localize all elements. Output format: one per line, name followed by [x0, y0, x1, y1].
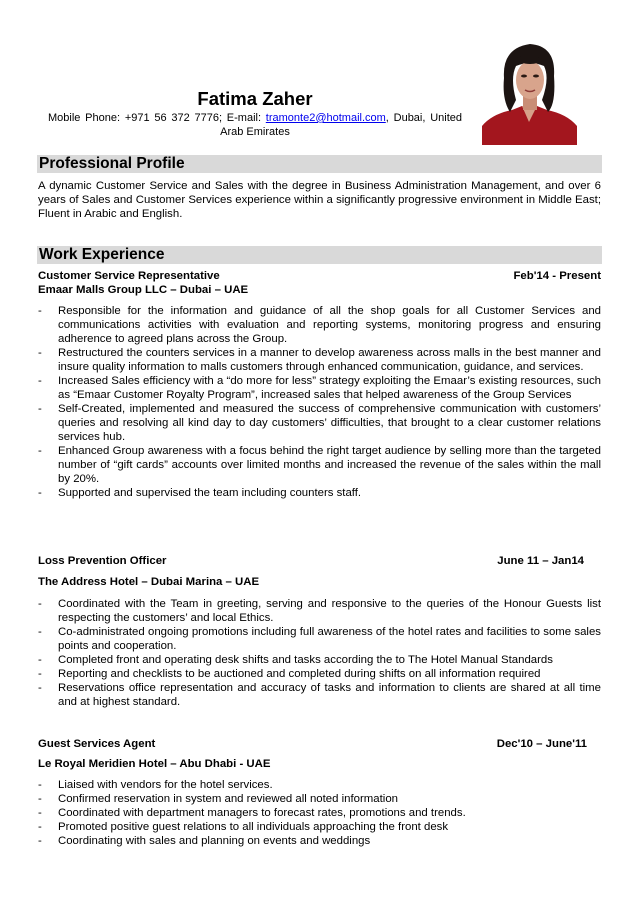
list-item: - Responsible for the information and guidance of all the shop goals for all Customer Services and communications activities with evaluation and reporting systems, monitoring progress and ensuring adherence to agreed plans across the Group.: [38, 304, 601, 346]
job-title-row: [38, 554, 601, 568]
list-item: - Increased Sales efficiency with a “do more for less” strategy exploiting the Emaar’s existing resources, such as “Emaar Customer Royalty Program”, increased sales that helped awareness of the Group Services: [38, 374, 601, 402]
list-item: - Co-administrated ongoing promotions including full awareness of the hotel rates and facilities to some sales points and cooperation.: [38, 625, 601, 653]
list-item: - Coordinating with sales and planning on events and weddings: [38, 834, 601, 848]
list-item: - Coordinated with department managers to forecast rates, promotions and trends.: [38, 806, 601, 820]
contact-prefix: Mobile Phone: +971 56 372 7776; E-mail:: [48, 112, 266, 124]
job-duties-list: [38, 597, 601, 709]
list-item: - Completed front and operating desk shifts and tasks according the to The Hotel Manual Standards: [38, 653, 601, 667]
job-title: Customer Service Representative: [38, 270, 220, 282]
profile-section-heading: Professional Profile: [37, 155, 602, 173]
job-duties-list: [38, 304, 601, 500]
job-employer: The Address Hotel – Dubai Marina – UAE: [38, 576, 260, 588]
job-employer: Emaar Malls Group LLC – Dubai – UAE: [38, 284, 249, 296]
contact-suffix: , Dubai, United Arab Emirates: [220, 112, 462, 138]
work-section-heading: Work Experience: [37, 246, 602, 264]
job-title-row: [38, 737, 601, 751]
list-item: - Supported and supervised the team including counters staff.: [38, 486, 601, 500]
list-item: - Confirmed reservation in system and reviewed all noted information: [38, 792, 601, 806]
profile-summary: A dynamic Customer Service and Sales with the degree in Business Administration Management, and over 6 years of Sales and Customer Services experience within a significantly progressive environment in Middle East; Fluent in Arabic and English.: [38, 180, 601, 220]
list-item: - Restructured the counters services in a manner to develop awareness across malls in the best manner and insure quality information to malls customers through enhanced communication, guidance, and services.: [38, 346, 601, 374]
list-item: - Reservations office representation and accuracy of tasks and information to clients are shared at all time and at highest standard.: [38, 681, 601, 709]
list-item: - Self-Created, implemented and measured the success of comprehensive communication with customers’ queries and resolving all kind day to day customers’ difficulties, that brought to a clear customer relations services hub.: [38, 402, 601, 444]
list-item: - Reporting and checklists to be auctioned and completed during shifts on all information required: [38, 667, 601, 681]
list-item: - Coordinated with the Team in greeting, serving and responsive to the queries of the Honour Guests list respecting the customers’ and local Ethics.: [38, 597, 601, 625]
job-dates: Feb'14 - Present: [513, 270, 601, 282]
list-item: - Enhanced Group awareness with a focus behind the right target audience by selling more than the targeted number of “gift cards” accounts over limited months and increased the revenue of the sales within the mall by 20%.: [38, 444, 601, 486]
list-item: - Promoted positive guest relations to all individuals approaching the front desk: [38, 820, 601, 834]
job-dates: Dec'10 – June'11: [496, 738, 587, 750]
list-item: - Liaised with vendors for the hotel services.: [38, 778, 601, 792]
email-link[interactable]: tramonte2@hotmail.com: [265, 112, 386, 124]
job-title-row: [38, 269, 601, 283]
profile-photo: [482, 38, 577, 145]
candidate-name: Fatima Zaher: [197, 88, 313, 109]
job-title: Loss Prevention Officer: [38, 555, 167, 567]
job-dates: June 11 – Jan14: [497, 555, 584, 567]
job-duties-list: [38, 778, 601, 848]
job-title: Guest Services Agent: [38, 738, 156, 750]
portrait-image: [482, 38, 577, 145]
job-employer: Le Royal Meridien Hotel – Abu Dhabi - UAE: [38, 758, 271, 770]
contact-info: [48, 111, 462, 139]
